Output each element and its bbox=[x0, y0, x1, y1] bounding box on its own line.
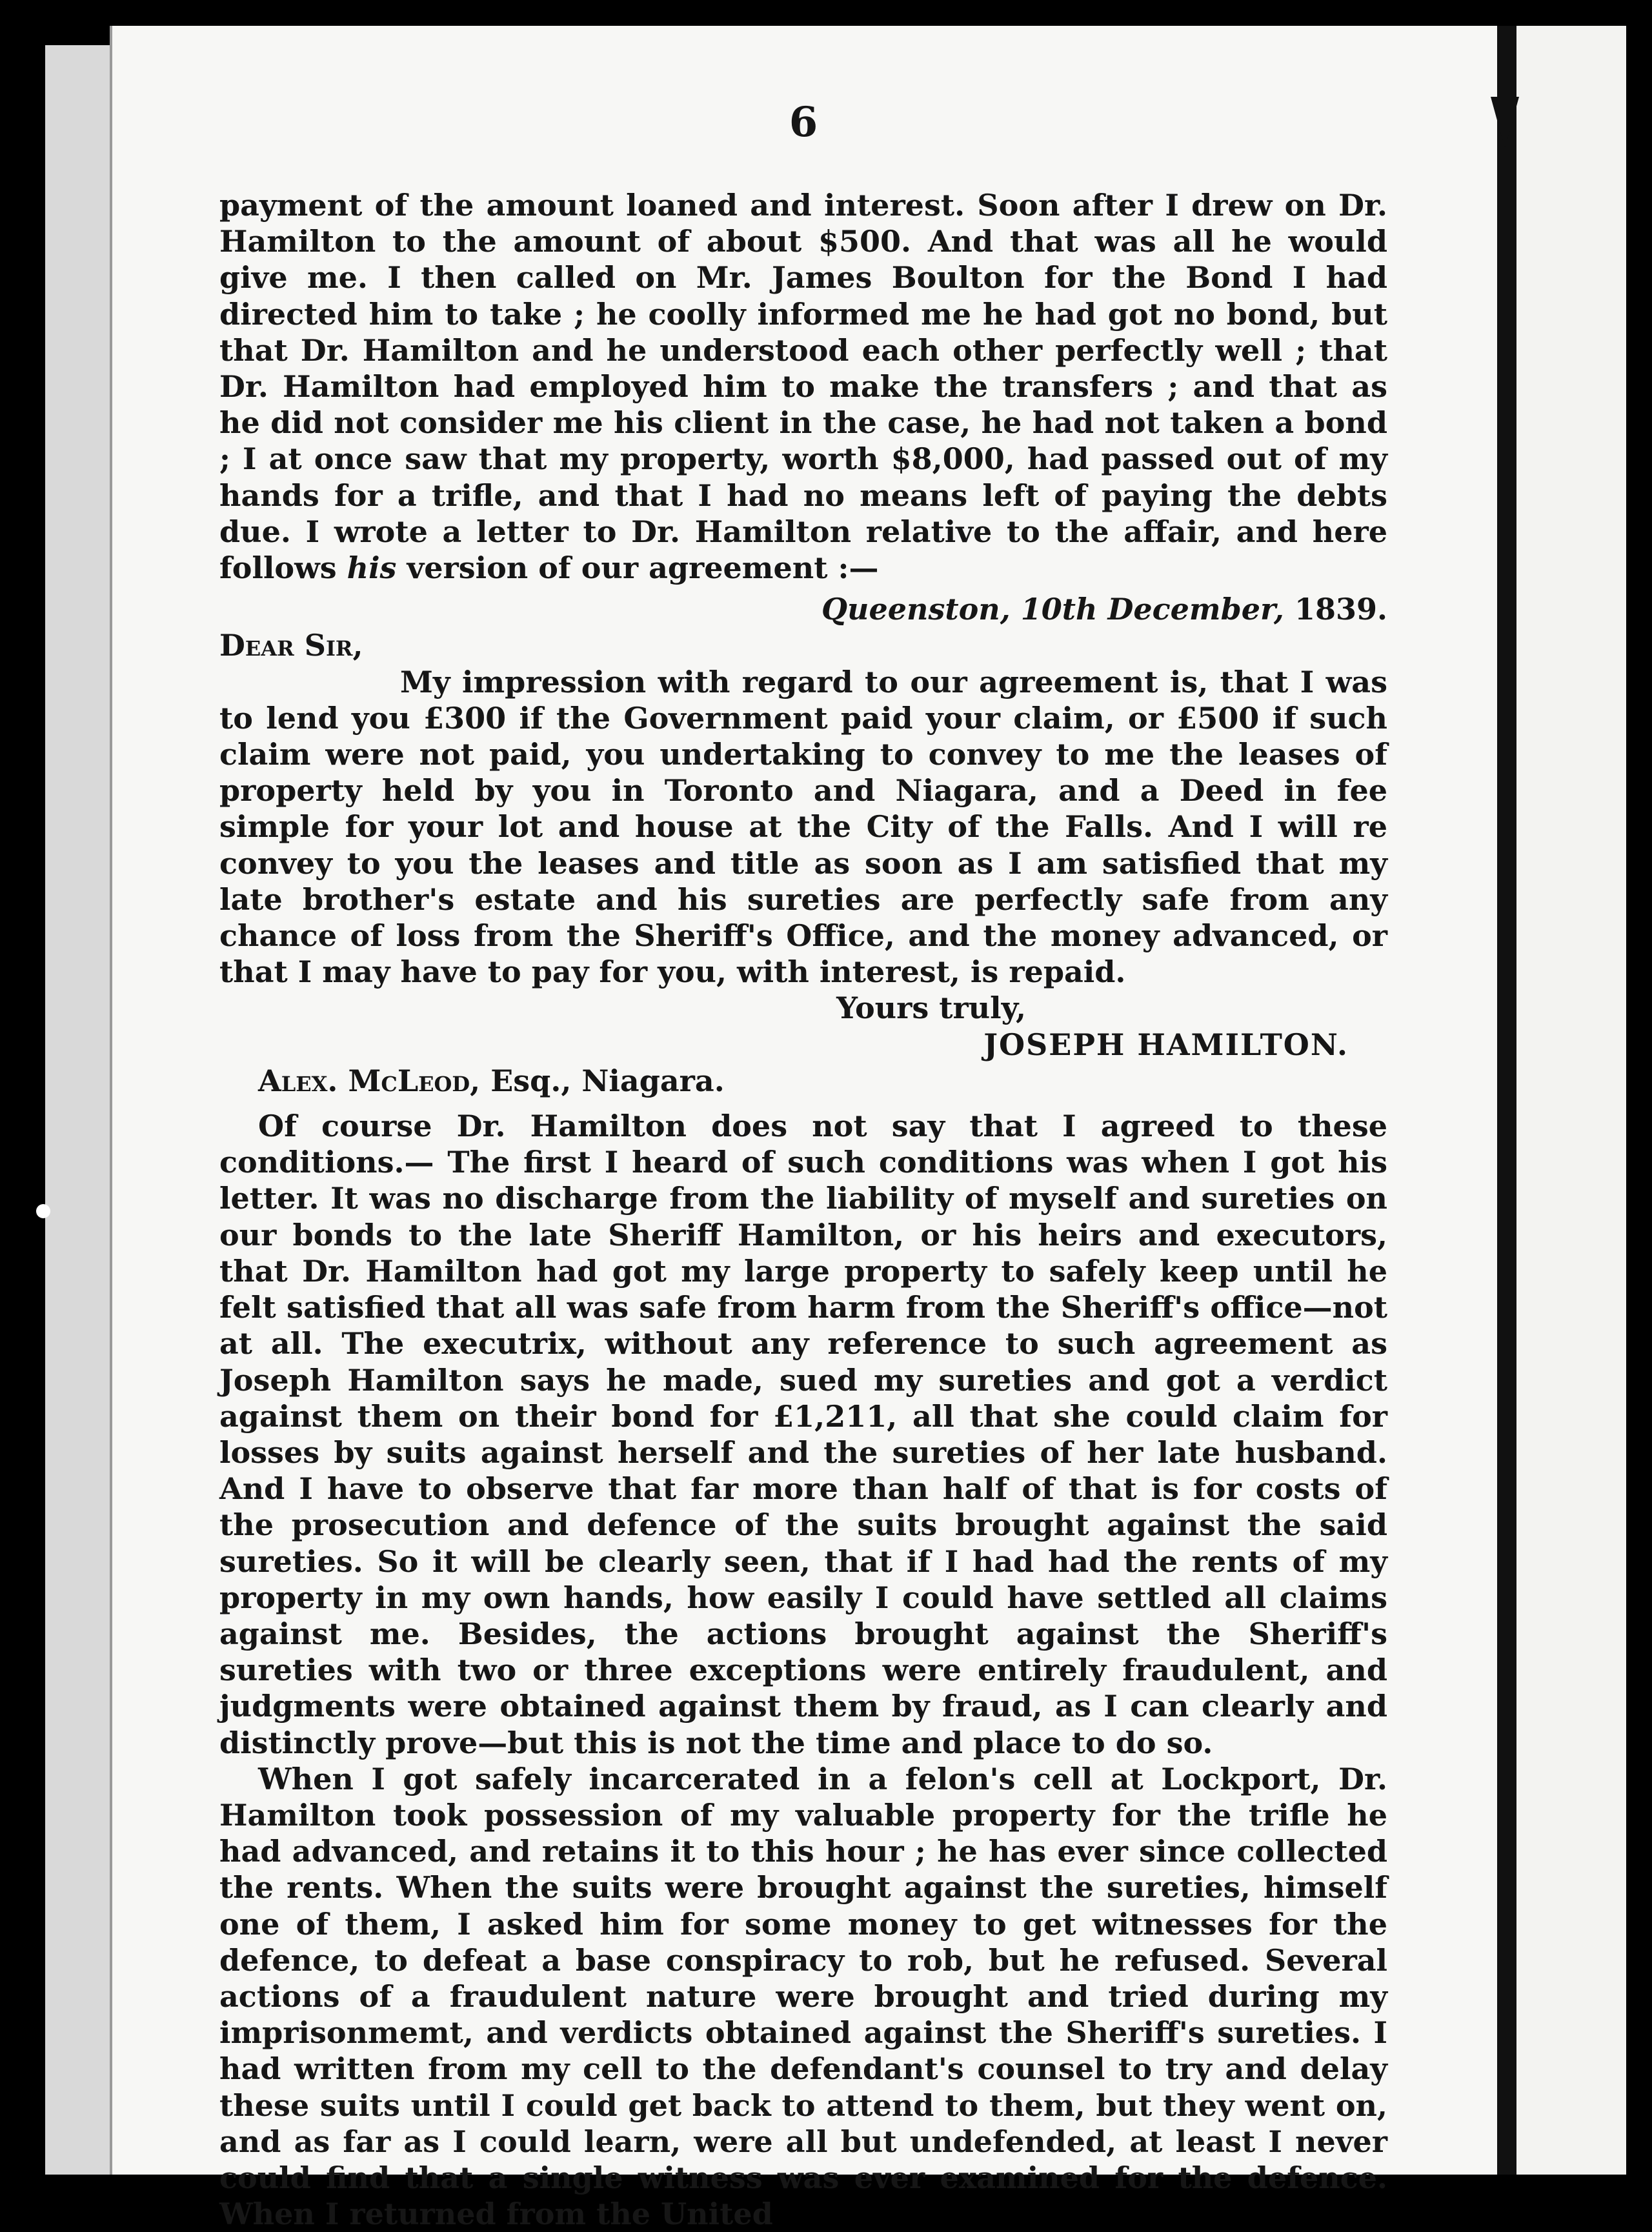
adjacent-page-edge bbox=[1516, 26, 1626, 2175]
paragraph-1-text: payment of the amount loaned and interest. Soon after I drew on Dr. Hamilton to the amount of about $500. And that was all he would give me. I then called on Mr. James Boulton for the Bond I had directed him to take ; he coolly informed me he had got no bond, but that Dr. Hamilton and he understood each other perfectly well ; that Dr. Hamilton had employed him to make the transfers ; and that as he did not consider me his client in the case, he had not taken a bond ; I at once saw that my property, worth $8,000, had passed out of my hands for a trifle, and that I had no means left of paying the debts due. I wrote a letter to Dr. Hamilton relative to the affair, and here follows bbox=[219, 188, 1387, 586]
addressee-rest: Esq., Niagara. bbox=[490, 1063, 725, 1098]
salutation: Dear Sir, bbox=[219, 628, 363, 663]
page-text bbox=[219, 97, 1387, 2232]
paragraph-2: Of course Dr. Hamilton does not say that I agreed to these conditions.— The first I heard of such conditions was when I got his letter. It was no discharge from the liability of myself and sureties on our bonds to the late Sheriff Hamilton, or his heirs and executors, that Dr. Hamilton had got my large property to safely keep until he felt satisfied that all was safe from harm from the Sheriff's office—not at all. The executrix, without any reference to such agreement as Joseph Hamilton says he made, sued my sureties and got a verdict against them on their bond for £1,211, all that she could claim for losses by suits against herself and the sureties of her late husband. And I have to observe that far more than half of that is for costs of the prosecution and defence of the suits brought against the said sureties. So it will be clearly seen, that if I had had the rents of my property in my own hands, how easily I could have settled all claims against me. Besides, the actions brought against the Sheriff's sureties with two or three exceptions were entirely fraudulent, and judgments were obtained against them by fraud, as I can clearly and distinctly prove—but this is not the time and place to do so. bbox=[219, 1109, 1387, 1760]
letter-body: My impression with regard to our agreement is, that I was to lend you £300 if the Government paid your claim, or £500 if such claim were not paid, you undertaking to convey to me the leases of property held by you in Toronto and Niagara, and a Deed in fee simple for your lot and house at the City of the Falls. And I will re convey to you the leases and title as soon as I am satisfied that my late brother's estate and his sureties are perfectly safe from any chance of loss from the Sheriff's Office, and the money advanced, or that I may have to pay for you, with interest, is repaid. bbox=[219, 664, 1387, 990]
date-place: Queenston, bbox=[821, 592, 1011, 627]
date-day: 10th December, bbox=[1020, 592, 1284, 627]
letter-signature: JOSEPH HAMILTON. bbox=[983, 1027, 1349, 1062]
date-year: 1839. bbox=[1294, 592, 1387, 627]
addressee-name: Alex. McLeod, bbox=[258, 1063, 481, 1098]
paragraph-1-emphasis: his bbox=[347, 550, 397, 586]
page-number: 6 bbox=[789, 98, 818, 146]
letter-addressee bbox=[258, 1063, 1387, 1099]
paragraph-3: When I got safely incarcerated in a felon's cell at Lockport, Dr. Hamilton took possession of my valuable property for the trifle he had advanced, and retains it to this hour ; he has ever since collected the rents. When the suits were brought against the sureties, himself one of them, I asked him for some money to get witnesses for the defence, to defeat a base conspiracy to rob, but he refused. Several actions of a fraudulent nature were brought and tried during my imprisonmemt, and verdicts obtained against the Sheriff's sureties. I had written from my cell to the defendant's counsel to try and delay these suits until I could get back to attend to them, but they went on, and as far as I could learn, were all but undefended, at least I never could find that a single witness was ever examined for the defence. When I returned from the United bbox=[219, 1761, 1387, 2232]
paragraph-1 bbox=[219, 187, 1387, 586]
book-gutter bbox=[1497, 26, 1516, 2175]
letter-dateline bbox=[219, 591, 1387, 627]
page-corner-mark bbox=[1491, 97, 1519, 148]
letter-closing: Yours truly, bbox=[836, 990, 1026, 1026]
paragraph-1-end: version of our agreement :— bbox=[407, 550, 879, 586]
scan-dot bbox=[36, 1204, 50, 1218]
